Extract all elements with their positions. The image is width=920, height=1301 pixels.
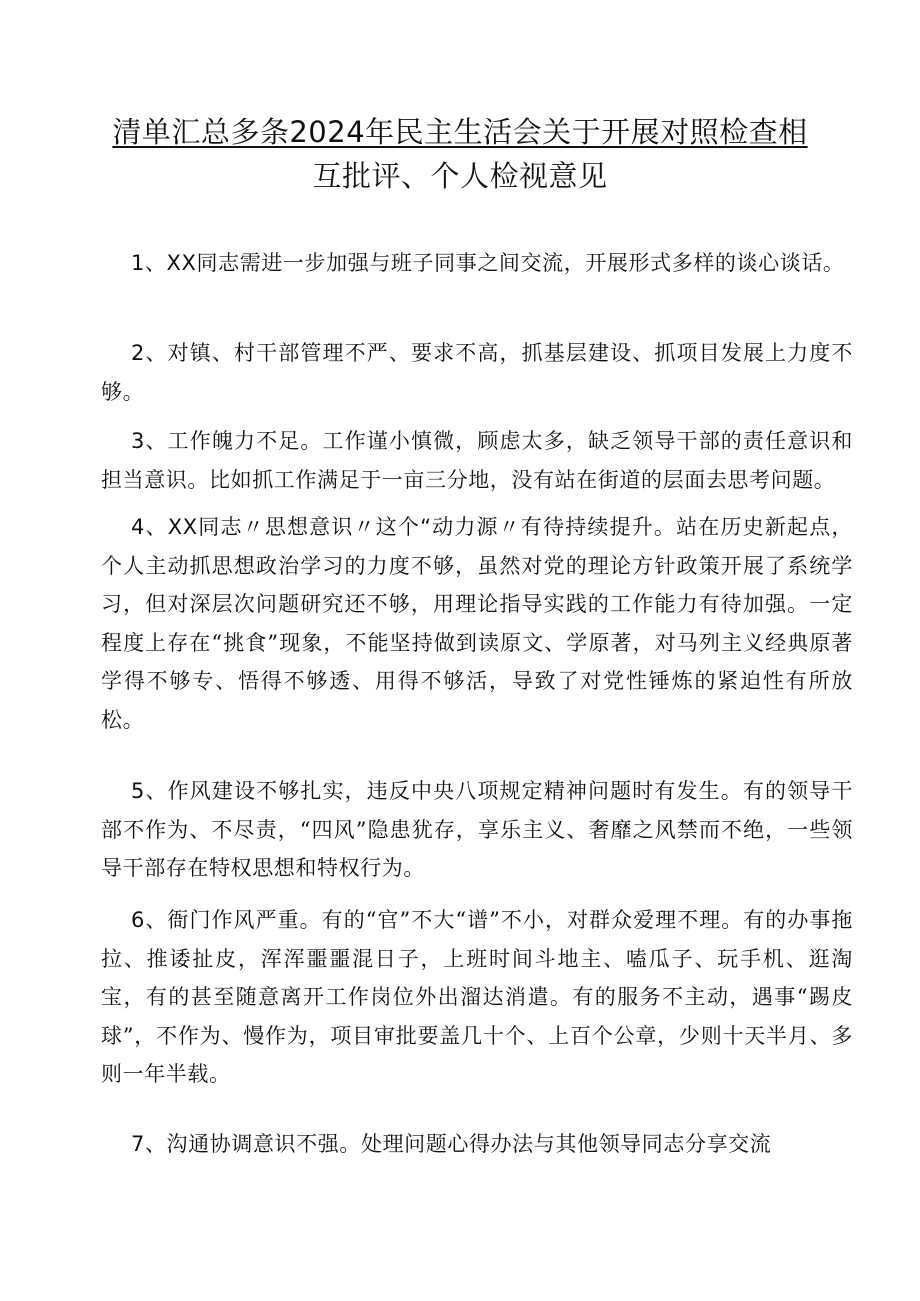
- paragraph-5-lead: 5、作风建设不够扎实，违反中央八项规定精神问题时有发生。: [131, 779, 743, 803]
- paragraph-4-lead: 4、XX同志〃思想意识〃这个“动力源〃有待持续提升。: [131, 515, 677, 539]
- paragraph-3-lead: 3、工作魄力不足。: [131, 429, 323, 453]
- paragraph-7: [101, 1125, 853, 1164]
- paragraph-2: [101, 334, 853, 411]
- document-title-line-1: 清单汇总多条2024年民主生活会关于开展对照检查相: [112, 115, 808, 149]
- paragraph-3: [101, 422, 853, 499]
- paragraph-4: [101, 508, 853, 739]
- paragraph-1: [101, 244, 853, 283]
- document-title-line-2: 互批评、个人检视意见: [312, 159, 608, 193]
- paragraph-6: [101, 901, 853, 1094]
- paragraph-6-lead: 6、衙门作风严重。: [131, 908, 322, 932]
- paragraph-5: [101, 772, 853, 888]
- paragraph-2-lead: 2、对镇、村干部管理不严、要求不高，抓基层建设、抓项目发展上力度不够。: [101, 341, 853, 404]
- paragraph-3-body: 工作谨小慎微，顾虑太多，缺乏领导干部的责任意识和担当意识。比如抓工作满足于一亩三分地，没有站在街道的层面去思考问题。: [101, 429, 853, 492]
- paragraph-6-body: 有的“官”不大“谱”不小，对群众爱理不理。有的办事拖拉、推诿扯皮，浑浑噩噩混日子，上班时间斗地主、嗑瓜子、玩手机、逛淘宝，有的甚至随意离开工作岗位外出溜达消遣。有的服务不主动，遇事“踢皮球”，不作为、慢作为，项目审批要盖几十个、上百个公章，少则十天半月、多则一年半载。: [101, 908, 853, 1086]
- paragraph-7-body: 处理问题心得办法与其他领导同志分享交流: [360, 1132, 772, 1156]
- paragraph-5-body: 有的领导干部不作为、不尽责，“四风”隐患犹存，享乐主义、奢靡之风禁而不绝，一些领导干部存在特权思想和特权行为。: [101, 779, 853, 880]
- paragraph-7-lead: 7、沟通协调意识不强。: [131, 1132, 361, 1156]
- paragraph-4-body: 站在历史新起点，个人主动抓思想政治学习的力度不够，虽然对党的理论方针政策开展了系统学习，但对深层次问题研究还不够，用理论指导实践的工作能力有待加强。一定程度上存在“挑食”现象，不能坚持做到读原文、学原著，对马列主义经典原著学得不够专、悟得不够透、用得不够活，导致了对党性锤炼的紧迫性有所放松。: [101, 515, 853, 732]
- paragraph-1-lead: 1、XX同志需进一步加强与班子同事之间交流，开展形式多样的谈心谈话。: [131, 251, 845, 275]
